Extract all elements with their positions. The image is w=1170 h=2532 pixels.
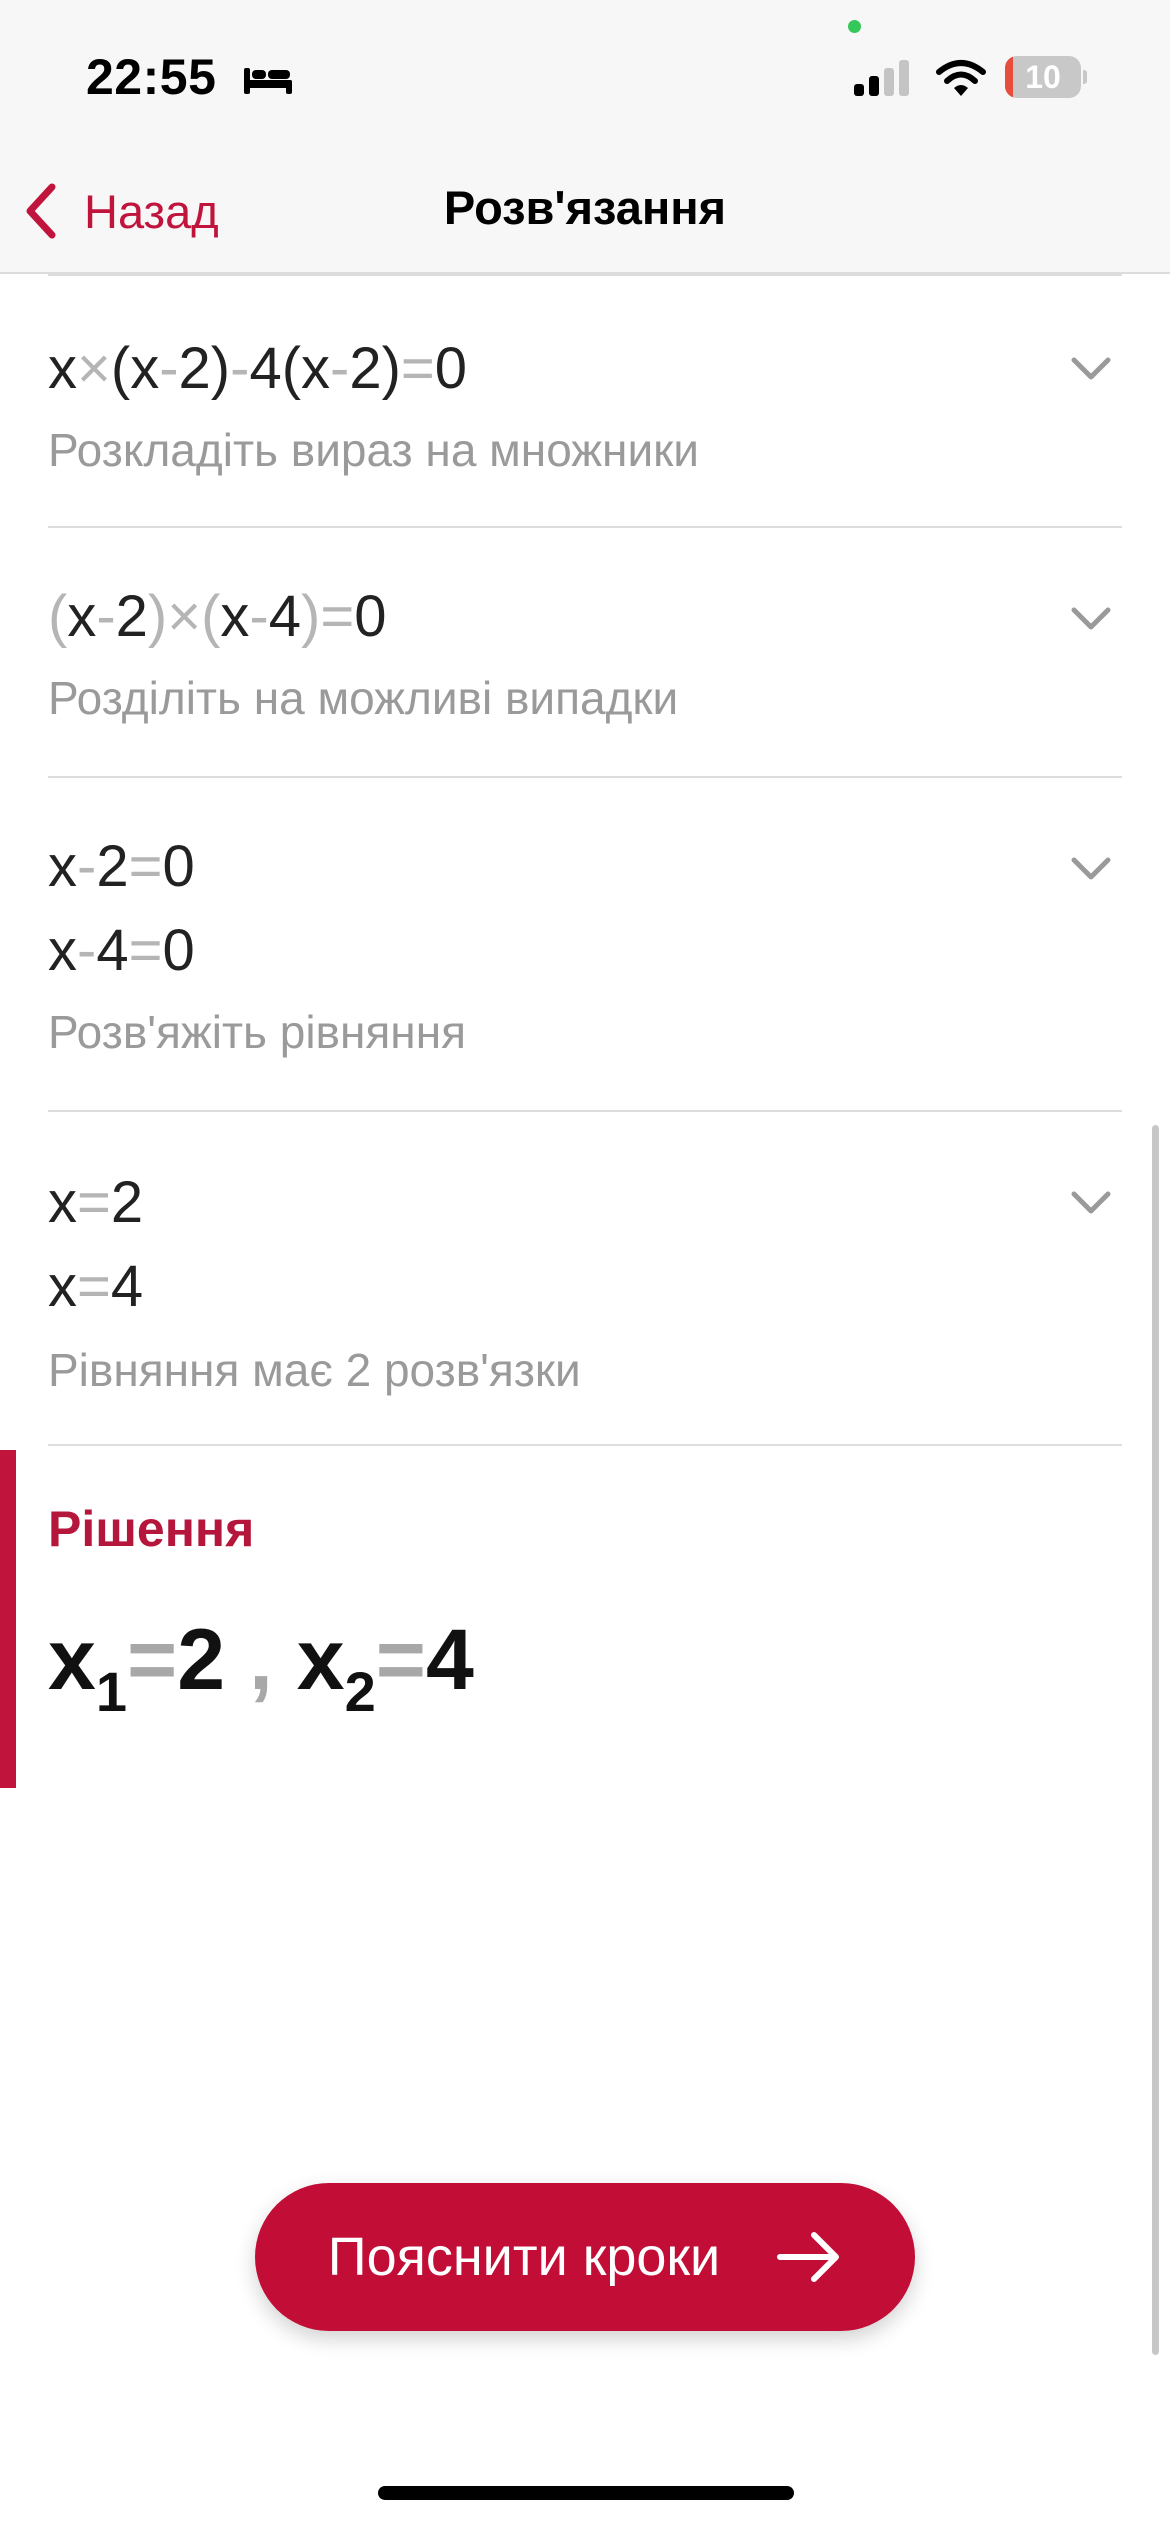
step-item[interactable] xyxy=(48,776,1122,1112)
back-label: Назад xyxy=(84,184,219,238)
solution-x1: 2 xyxy=(177,1612,226,1708)
cellular-signal-icon xyxy=(852,58,912,98)
step-description: Розв'яжіть рівняння xyxy=(48,1006,467,1058)
step-item[interactable] xyxy=(48,1110,1122,1446)
status-bar xyxy=(0,0,1170,150)
step-description: Розділіть на можливі випадки xyxy=(48,672,679,724)
chevron-down-icon[interactable] xyxy=(1070,856,1112,882)
page-title: Розв'язання xyxy=(443,181,727,234)
battery-indicator xyxy=(1005,56,1087,98)
nav-bar xyxy=(0,150,1170,274)
step-description: Рівняння має 2 розв'язки xyxy=(48,1344,581,1396)
explain-steps-button[interactable] xyxy=(255,2183,915,2331)
scrollbar[interactable] xyxy=(1152,1125,1159,2355)
home-indicator xyxy=(378,2486,794,2500)
bed-icon xyxy=(242,60,294,96)
microphone-indicator-dot xyxy=(848,20,861,33)
status-time: 22:55 xyxy=(86,49,217,105)
battery-level: 10 xyxy=(1025,59,1061,95)
back-button[interactable] xyxy=(22,176,219,246)
step-equation: x-4=0 xyxy=(48,918,195,983)
step-description: Розкладіть вираз на множники xyxy=(48,424,699,476)
solution-x2: 4 xyxy=(426,1612,474,1708)
explain-steps-label: Пояснити кроки xyxy=(327,2227,721,2287)
step-item[interactable] xyxy=(48,276,1122,528)
solution-result: $x_1=2$ , $x_2=4$ xyxy=(48,1612,474,1723)
chevron-down-icon[interactable] xyxy=(1070,1190,1112,1216)
step-item[interactable] xyxy=(48,526,1122,778)
step-equation: x×(x-2)-4(x-2)=0 xyxy=(48,336,468,401)
step-equation: x=2 xyxy=(48,1170,144,1235)
wifi-icon xyxy=(935,58,987,98)
battery-cap xyxy=(1083,70,1087,84)
arrow-right-icon xyxy=(776,2231,842,2283)
chevron-down-icon[interactable] xyxy=(1070,606,1112,632)
solution-accent-bar xyxy=(0,1450,16,1788)
solution-heading: Рішення xyxy=(48,1501,255,1557)
step-equation: x=4 xyxy=(48,1254,144,1319)
step-equation: (x-2)×(x-4)=0 xyxy=(48,584,387,649)
step-equation: x-2=0 xyxy=(48,834,195,899)
chevron-left-icon xyxy=(22,181,62,241)
chevron-down-icon[interactable] xyxy=(1070,356,1112,382)
battery-body xyxy=(1005,56,1081,98)
